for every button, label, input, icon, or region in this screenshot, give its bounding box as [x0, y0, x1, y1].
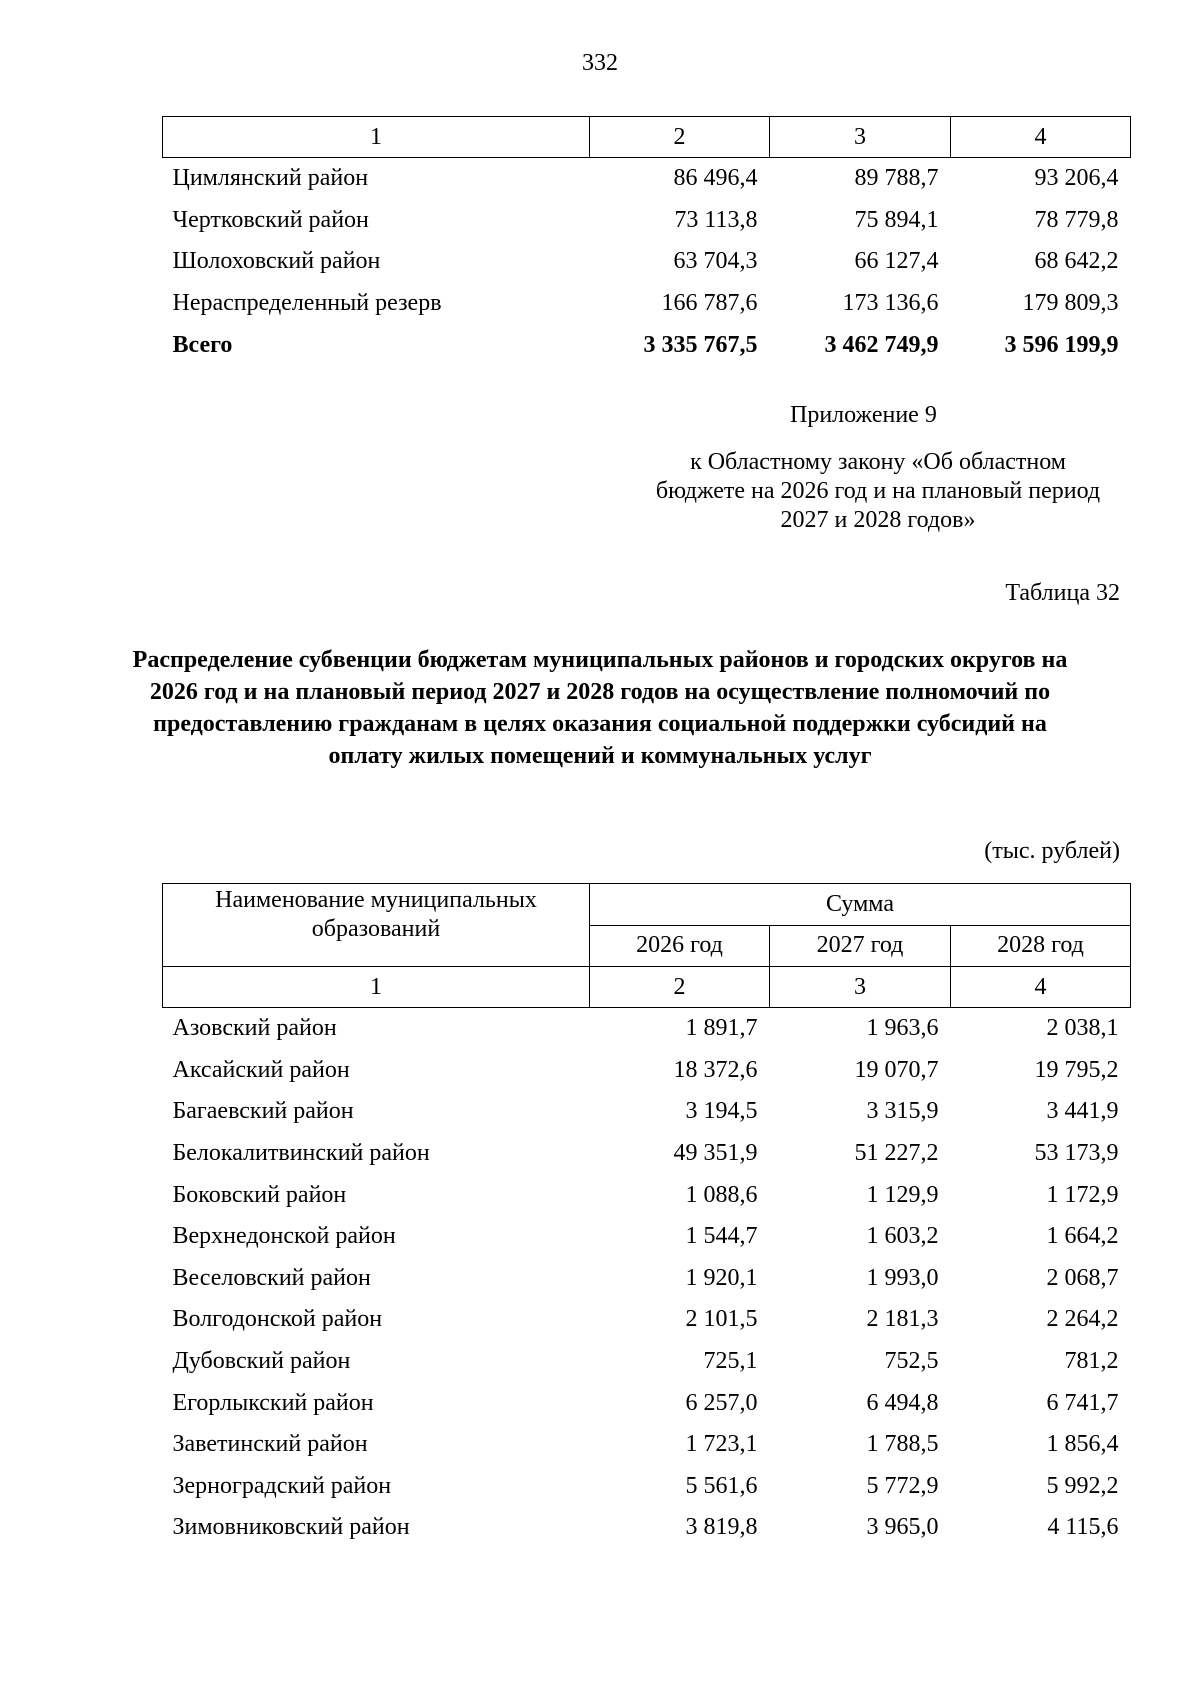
- value-2028: 2 068,7: [1046, 1264, 1119, 1291]
- value-2026: 49 351,9: [673, 1140, 758, 1167]
- table-row: [163, 1258, 1131, 1300]
- value-2027: 5 772,9: [866, 1472, 939, 1499]
- municipality-name: Зимовниковский район: [172, 1514, 410, 1541]
- municipality-name: Боковский район: [172, 1181, 347, 1208]
- appendix-title: Приложение 9: [790, 402, 937, 428]
- table-row: [163, 1424, 1131, 1466]
- value-2026: 63 704,3: [673, 248, 758, 275]
- municipality-name: Чертковский район: [172, 206, 369, 233]
- table-row: [163, 200, 1131, 242]
- value-2027: 2 181,3: [866, 1306, 939, 1333]
- value-2027: 1 963,6: [866, 1015, 939, 1042]
- value-2027: 51 227,2: [854, 1140, 939, 1167]
- value-2026: 725,1: [703, 1348, 758, 1375]
- value-2028: 19 795,2: [1034, 1056, 1119, 1083]
- value-2027: 6 494,8: [866, 1389, 939, 1416]
- year-header: 2026 год: [590, 925, 770, 967]
- column-number: 1: [163, 117, 590, 158]
- municipality-name: Белокалитвинский район: [172, 1140, 430, 1167]
- value-2026: 1 891,7: [685, 1015, 758, 1042]
- value-2026: 73 113,8: [674, 206, 758, 233]
- table-row: [163, 1050, 1131, 1092]
- column-number: 3: [770, 117, 951, 158]
- municipality-name: Аксайский район: [172, 1056, 350, 1083]
- value-2027: 173 136,6: [842, 290, 939, 317]
- value-2026: 1 723,1: [685, 1431, 758, 1458]
- column-number: 4: [951, 117, 1131, 158]
- value-2026: 18 372,6: [673, 1056, 758, 1083]
- municipality-name: Всего: [172, 331, 233, 358]
- value-2026: 1 920,1: [685, 1264, 758, 1291]
- value-2026: 86 496,4: [673, 165, 758, 192]
- table-row: [163, 1507, 1131, 1549]
- municipality-name: Заветинский район: [172, 1431, 368, 1458]
- table-row: [163, 1133, 1131, 1175]
- column-number: 1: [163, 967, 590, 1008]
- municipality-name: Егорлыкский район: [172, 1389, 374, 1416]
- table-row: [163, 1216, 1131, 1258]
- table-row: [163, 1174, 1131, 1216]
- value-2027: 89 788,7: [854, 165, 939, 192]
- value-2026: 6 257,0: [685, 1389, 758, 1416]
- value-2026: 1 544,7: [685, 1223, 758, 1250]
- year-header: 2028 год: [951, 925, 1131, 967]
- column-number: 3: [770, 967, 951, 1008]
- value-2027: 3 315,9: [866, 1098, 939, 1125]
- column-number-row: [163, 967, 1131, 1008]
- table-row: [163, 241, 1131, 283]
- value-2028: 78 779,8: [1034, 206, 1119, 233]
- value-2026: 3 194,5: [685, 1098, 758, 1125]
- subvention-table: [162, 883, 1131, 1549]
- column-number: 2: [590, 967, 770, 1008]
- value-2027: 75 894,1: [854, 206, 939, 233]
- municipality-name: Зерноградский район: [172, 1472, 392, 1499]
- value-2028: 179 809,3: [1022, 290, 1119, 317]
- value-2027: 3 965,0: [866, 1514, 939, 1541]
- table-row: [163, 1008, 1131, 1050]
- value-2027: 19 070,7: [854, 1056, 939, 1083]
- value-2028: 2 038,1: [1046, 1015, 1119, 1042]
- table-title: Распределение субвенции бюджетам муниципальных районов и городских округов на 2026 год и на плановый период 2027 и 2028 годов на осуществление полномочий по предоставлению гражданам в целях оказания социальной поддержки субсидий на оплату жилых помещений и коммунальных услуг: [132, 647, 1068, 769]
- value-2028: 6 741,7: [1046, 1389, 1119, 1416]
- column-number-row: [163, 117, 1131, 158]
- value-2028: 1 856,4: [1046, 1431, 1119, 1458]
- year-header: 2027 год: [770, 925, 951, 967]
- page-number: 332: [582, 50, 618, 76]
- value-2028: 781,2: [1064, 1348, 1119, 1375]
- sum-column-header: Сумма: [590, 884, 1131, 926]
- value-2026: 3 819,8: [685, 1514, 758, 1541]
- value-2027: 1 603,2: [866, 1223, 939, 1250]
- table-label: Таблица 32: [1005, 580, 1120, 606]
- table-row: [163, 1466, 1131, 1508]
- value-2026: 5 561,6: [685, 1472, 758, 1499]
- value-2028: 1 172,9: [1046, 1181, 1119, 1208]
- value-2028: 1 664,2: [1046, 1223, 1119, 1250]
- municipality-name: Дубовский район: [172, 1348, 351, 1375]
- value-2027: 752,5: [884, 1348, 939, 1375]
- value-2026: 3 335 767,5: [643, 331, 758, 358]
- municipality-name: Верхнедонской район: [172, 1223, 396, 1250]
- value-2026: 166 787,6: [661, 290, 758, 317]
- value-2027: 1 788,5: [866, 1431, 939, 1458]
- value-2028: 53 173,9: [1034, 1140, 1119, 1167]
- table-row: [163, 1299, 1131, 1341]
- table-row: [163, 158, 1131, 200]
- value-2027: 1 993,0: [866, 1264, 939, 1291]
- table-row: [163, 1382, 1131, 1424]
- municipality-name: Азовский район: [172, 1015, 337, 1042]
- total-row: [163, 324, 1131, 366]
- value-2027: 1 129,9: [866, 1181, 939, 1208]
- value-2028: 68 642,2: [1034, 248, 1119, 275]
- column-number: 2: [590, 117, 770, 158]
- units-label: (тыс. рублей): [984, 838, 1120, 864]
- table-row: [163, 1341, 1131, 1383]
- continuation-table: [162, 116, 1131, 366]
- value-2028: 5 992,2: [1046, 1472, 1119, 1499]
- value-2027: 3 462 749,9: [824, 331, 939, 358]
- value-2026: 1 088,6: [685, 1181, 758, 1208]
- table-row: [163, 1091, 1131, 1133]
- municipality-name: Веселовский район: [172, 1264, 371, 1291]
- column-number: 4: [951, 967, 1131, 1008]
- municipality-column-header: Наименование муниципальных образований: [163, 884, 590, 967]
- value-2028: 4 115,6: [1047, 1514, 1119, 1541]
- value-2026: 2 101,5: [685, 1306, 758, 1333]
- table-row: [163, 283, 1131, 325]
- municipality-name: Волгодонской район: [172, 1306, 383, 1333]
- municipality-name: Багаевский район: [172, 1098, 354, 1125]
- municipality-name: Шолоховский район: [172, 248, 381, 275]
- municipality-name: Цимлянский район: [172, 165, 369, 192]
- value-2028: 2 264,2: [1046, 1306, 1119, 1333]
- value-2027: 66 127,4: [854, 248, 939, 275]
- value-2028: 3 596 199,9: [1004, 331, 1119, 358]
- value-2028: 93 206,4: [1034, 165, 1119, 192]
- value-2028: 3 441,9: [1046, 1098, 1119, 1125]
- municipality-name: Нераспределенный резерв: [172, 290, 442, 317]
- appendix-law-reference: к Областному закону «Об областном бюджете на 2026 год и на плановый период 2027 и 2028 годов»: [655, 449, 1101, 533]
